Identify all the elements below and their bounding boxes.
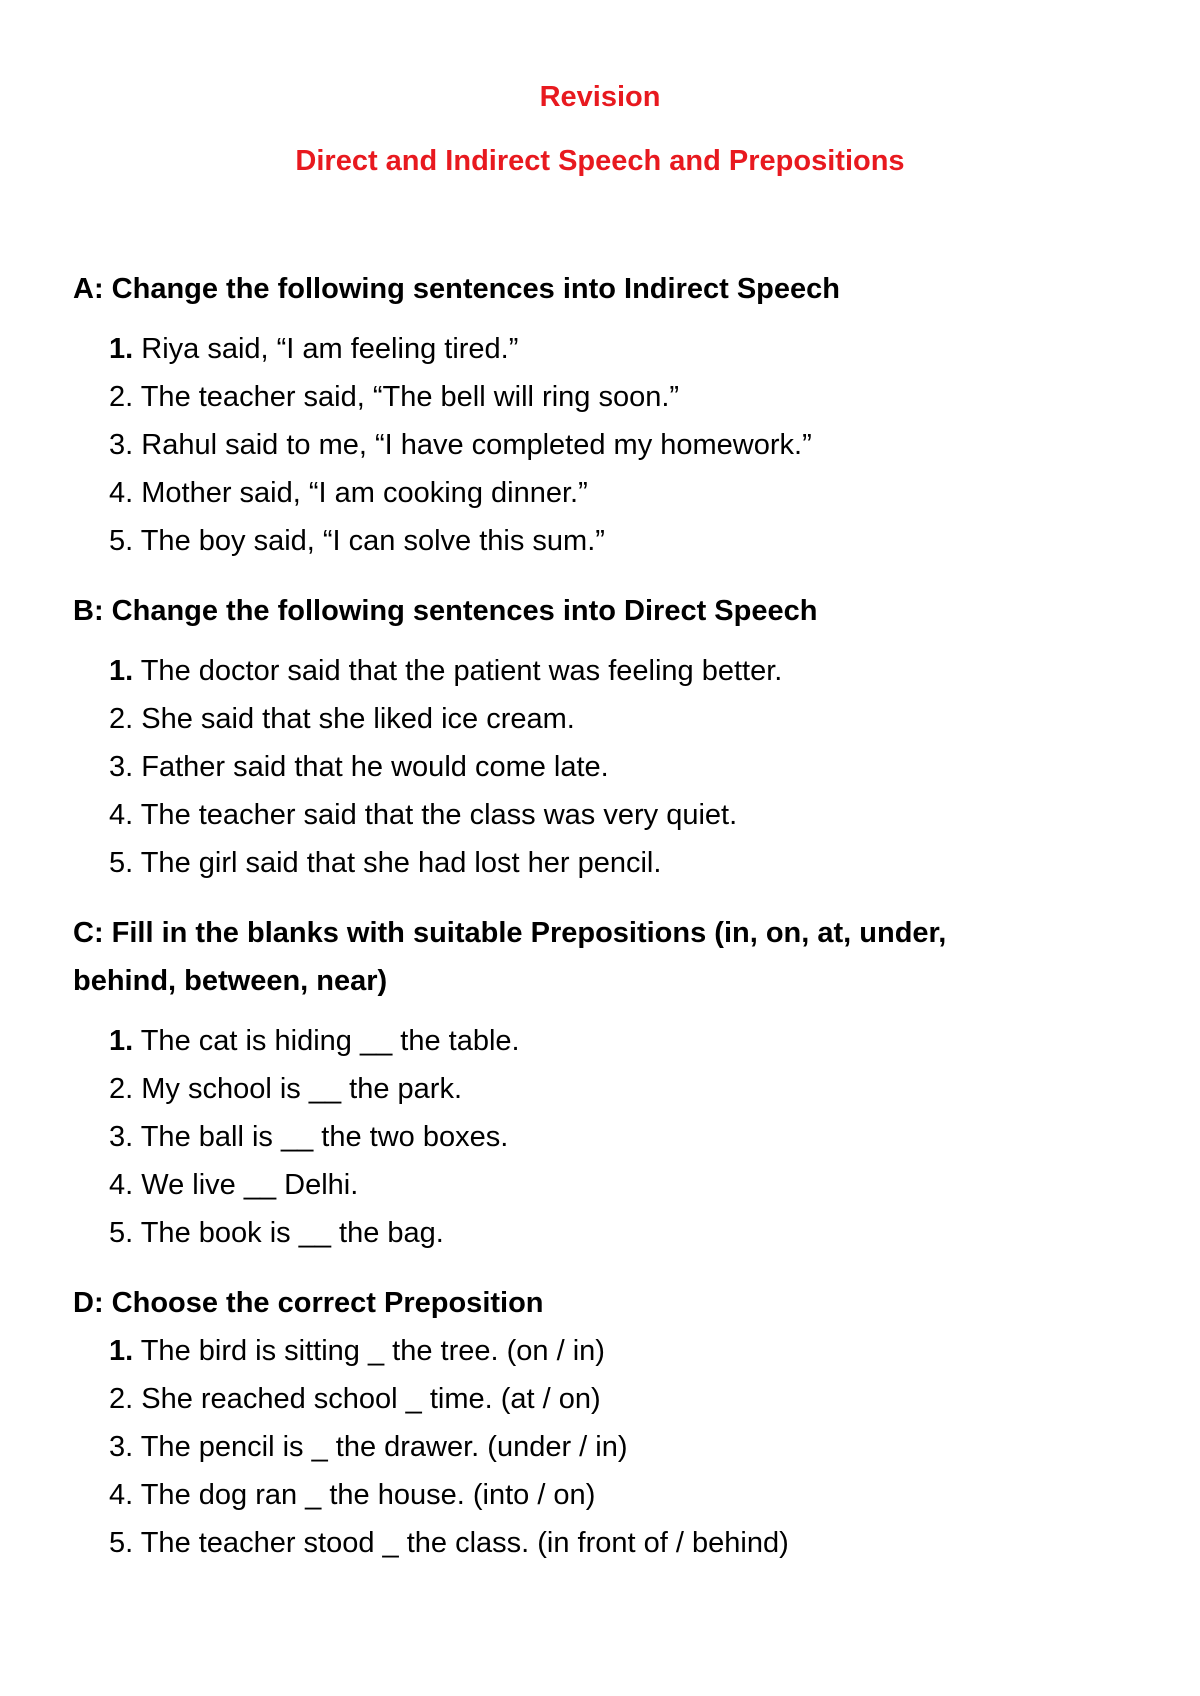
- question-text: Mother said, “I am cooking dinner.”: [133, 477, 588, 509]
- section-heading: C: Fill in the blanks with suitable Prepositions (in, on, at, under, behind, between, near): [73, 917, 947, 997]
- question-item: [109, 839, 1073, 887]
- question-text: The pencil is _ the drawer. (under / in): [133, 1431, 628, 1463]
- question-item: [109, 421, 1073, 469]
- question-number: 3.: [109, 751, 134, 783]
- question-number: 5.: [109, 1217, 134, 1249]
- question-item: [109, 1519, 1073, 1567]
- question-number: 1.: [109, 1335, 134, 1367]
- question-number: 4.: [109, 799, 134, 831]
- question-item: [109, 1327, 1073, 1375]
- question-number: 3.: [109, 1121, 134, 1153]
- question-text: The teacher said, “The bell will ring soon.”: [133, 381, 680, 413]
- section-heading: A: Change the following sentences into Indirect Speech: [73, 273, 840, 305]
- question-list: [109, 647, 1073, 887]
- question-item: [109, 743, 1073, 791]
- question-list: [109, 1017, 1033, 1257]
- question-number: 2.: [109, 381, 134, 413]
- section-heading: B: Change the following sentences into Direct Speech: [73, 595, 818, 627]
- question-item: [109, 1375, 1073, 1423]
- question-number: 2.: [109, 1383, 134, 1415]
- question-item: [109, 1065, 1033, 1113]
- question-number: 5.: [109, 847, 134, 879]
- page-title: Revision: [539, 81, 661, 113]
- question-text: She said that she liked ice cream.: [133, 703, 575, 735]
- question-number: 5.: [109, 1527, 134, 1559]
- question-item: [109, 1161, 1033, 1209]
- question-number: 1.: [109, 333, 134, 365]
- question-item: [109, 695, 1073, 743]
- question-number: 4.: [109, 477, 134, 509]
- question-text: Father said that he would come late.: [133, 751, 609, 783]
- question-text: The book is __ the bag.: [133, 1217, 444, 1249]
- question-number: 4.: [109, 1169, 134, 1201]
- question-number: 1.: [109, 655, 134, 687]
- question-text: She reached school _ time. (at / on): [133, 1383, 601, 1415]
- question-text: The ball is __ the two boxes.: [133, 1121, 509, 1153]
- question-number: 3.: [109, 429, 134, 461]
- section-d: [73, 1279, 1073, 1567]
- question-text: The teacher stood _ the class. (in front of / behind): [133, 1527, 789, 1559]
- question-item: [109, 1017, 1033, 1065]
- question-number: 2.: [109, 1073, 134, 1105]
- question-number: 5.: [109, 525, 134, 557]
- question-number: 1.: [109, 1025, 134, 1057]
- question-item: [109, 1209, 1033, 1257]
- section-c: [73, 909, 1033, 1257]
- question-number: 3.: [109, 1431, 134, 1463]
- question-list: [109, 325, 1073, 565]
- question-number: 2.: [109, 703, 134, 735]
- question-item: [109, 373, 1073, 421]
- question-text: Riya said, “I am feeling tired.”: [133, 333, 519, 365]
- question-text: The doctor said that the patient was feeling better.: [133, 655, 783, 687]
- question-text: We live __ Delhi.: [133, 1169, 359, 1201]
- section-a: [73, 265, 1073, 565]
- question-number: 4.: [109, 1479, 134, 1511]
- question-item: [109, 1471, 1073, 1519]
- question-text: The dog ran _ the house. (into / on): [133, 1479, 596, 1511]
- question-text: The girl said that she had lost her pencil.: [133, 847, 662, 879]
- question-item: [109, 469, 1073, 517]
- question-text: The bird is sitting _ the tree. (on / in): [133, 1335, 605, 1367]
- question-text: Rahul said to me, “I have completed my homework.”: [133, 429, 812, 461]
- question-item: [109, 791, 1073, 839]
- question-item: [109, 647, 1073, 695]
- section-heading: D: Choose the correct Preposition: [73, 1287, 544, 1319]
- question-text: My school is __ the park.: [133, 1073, 463, 1105]
- question-list: [109, 1327, 1073, 1567]
- question-item: [109, 1113, 1033, 1161]
- question-item: [109, 517, 1073, 565]
- question-item: [109, 1423, 1073, 1471]
- page-subtitle: Direct and Indirect Speech and Prepositions: [295, 145, 905, 177]
- section-b: [73, 587, 1073, 887]
- question-text: The cat is hiding __ the table.: [133, 1025, 520, 1057]
- question-item: [109, 325, 1073, 373]
- question-text: The boy said, “I can solve this sum.”: [133, 525, 605, 557]
- question-text: The teacher said that the class was very quiet.: [133, 799, 738, 831]
